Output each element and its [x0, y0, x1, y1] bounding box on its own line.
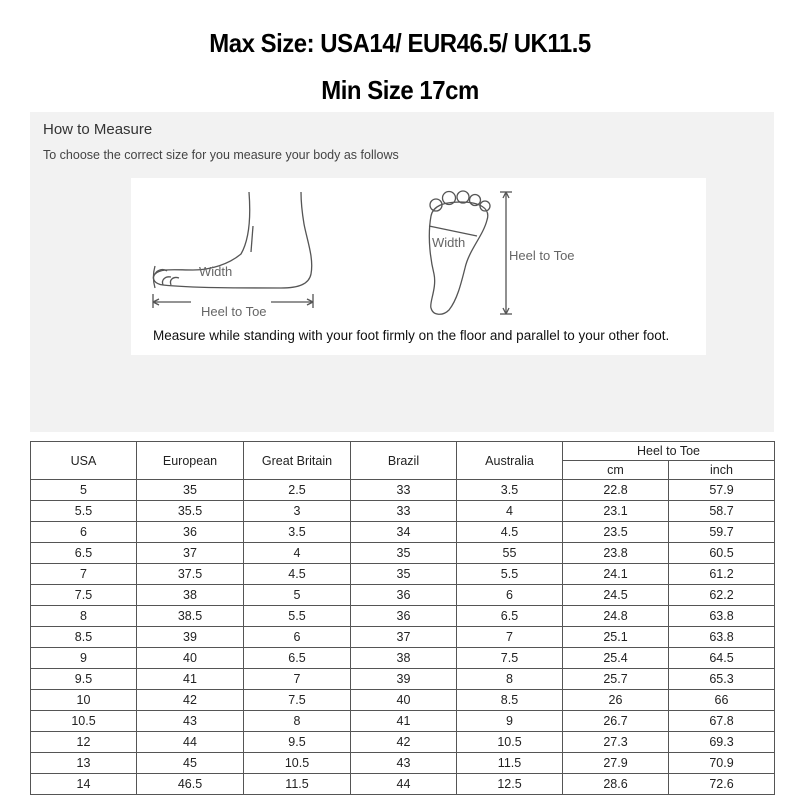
cell-great-britain: 7.5: [244, 690, 351, 711]
table-row: [31, 585, 775, 606]
cell-brazil: 36: [351, 606, 457, 627]
cell-usa: 5.5: [31, 501, 137, 522]
panel-title: How to Measure: [43, 121, 153, 138]
cell-australia: 6.5: [457, 606, 563, 627]
cell-australia: 7.5: [457, 648, 563, 669]
cell-inch: 60.5: [669, 543, 775, 564]
min-size-heading: Min Size 17cm: [321, 75, 479, 105]
cell-usa: 5: [31, 480, 137, 501]
header-usa: USA: [31, 442, 137, 480]
cell-australia: 8: [457, 669, 563, 690]
cell-australia: 55: [457, 543, 563, 564]
cell-european: 35: [137, 480, 244, 501]
table-row: [31, 480, 775, 501]
side-length-label: Heel to Toe: [201, 304, 267, 319]
cell-usa: 6: [31, 522, 137, 543]
header-brazil: Brazil: [351, 442, 457, 480]
cell-inch: 62.2: [669, 585, 775, 606]
cell-great-britain: 4.5: [244, 564, 351, 585]
cell-european: 36: [137, 522, 244, 543]
cell-cm: 23.1: [563, 501, 669, 522]
cell-usa: 8: [31, 606, 137, 627]
cell-european: 45: [137, 753, 244, 774]
cell-european: 44: [137, 732, 244, 753]
cell-european: 37.5: [137, 564, 244, 585]
cell-australia: 10.5: [457, 732, 563, 753]
cell-european: 40: [137, 648, 244, 669]
side-foot-outline: [153, 192, 311, 288]
cell-usa: 13: [31, 753, 137, 774]
cell-usa: 9.5: [31, 669, 137, 690]
cell-cm: 25.7: [563, 669, 669, 690]
cell-great-britain: 9.5: [244, 732, 351, 753]
cell-european: 38.5: [137, 606, 244, 627]
cell-european: 41: [137, 669, 244, 690]
measure-caption: Measure while standing with your foot firmly on the floor and parallel to your other foot.: [153, 328, 670, 343]
table-row: [31, 606, 775, 627]
cell-brazil: 43: [351, 753, 457, 774]
panel-subtitle: To choose the correct size for you measure your body as follows: [43, 148, 399, 162]
cell-cm: 24.8: [563, 606, 669, 627]
cell-cm: 25.1: [563, 627, 669, 648]
table-row: [31, 669, 775, 690]
cell-brazil: 40: [351, 690, 457, 711]
cell-great-britain: 5: [244, 585, 351, 606]
cell-brazil: 33: [351, 501, 457, 522]
cell-brazil: 42: [351, 732, 457, 753]
cell-great-britain: 11.5: [244, 774, 351, 795]
cell-brazil: 38: [351, 648, 457, 669]
cell-australia: 3.5: [457, 480, 563, 501]
cell-inch: 70.9: [669, 753, 775, 774]
cell-usa: 9: [31, 648, 137, 669]
cell-brazil: 37: [351, 627, 457, 648]
cell-australia: 4: [457, 501, 563, 522]
cell-inch: 67.8: [669, 711, 775, 732]
table-row: [31, 501, 775, 522]
cell-great-britain: 7: [244, 669, 351, 690]
size-chart-table: [30, 441, 775, 795]
sole-width-label: Width: [432, 235, 466, 250]
cell-inch: 64.5: [669, 648, 775, 669]
cell-australia: 4.5: [457, 522, 563, 543]
cell-cm: 27.3: [563, 732, 669, 753]
table-row: [31, 753, 775, 774]
cell-australia: 8.5: [457, 690, 563, 711]
cell-inch: 63.8: [669, 606, 775, 627]
cell-australia: 5.5: [457, 564, 563, 585]
cell-australia: 6: [457, 585, 563, 606]
cell-great-britain: 3.5: [244, 522, 351, 543]
header-great-britain: Great Britain: [244, 442, 351, 480]
max-size-heading: Max Size: USA14/ EUR46.5/ UK11.5: [209, 28, 591, 58]
cell-australia: 11.5: [457, 753, 563, 774]
cell-inch: 72.6: [669, 774, 775, 795]
cell-cm: 23.8: [563, 543, 669, 564]
measure-diagram: [131, 178, 706, 355]
cell-european: 43: [137, 711, 244, 732]
cell-great-britain: 6: [244, 627, 351, 648]
cell-great-britain: 4: [244, 543, 351, 564]
table-row: [31, 711, 775, 732]
cell-usa: 12: [31, 732, 137, 753]
cell-european: 42: [137, 690, 244, 711]
header-australia: Australia: [457, 442, 563, 480]
table-row: [31, 774, 775, 795]
cell-european: 46.5: [137, 774, 244, 795]
header-european: European: [137, 442, 244, 480]
cell-brazil: 34: [351, 522, 457, 543]
cell-cm: 24.1: [563, 564, 669, 585]
cell-great-britain: 3: [244, 501, 351, 522]
cell-brazil: 44: [351, 774, 457, 795]
how-to-measure-panel: [30, 112, 774, 432]
cell-australia: 9: [457, 711, 563, 732]
cell-usa: 7.5: [31, 585, 137, 606]
cell-usa: 10: [31, 690, 137, 711]
cell-inch: 63.8: [669, 627, 775, 648]
cell-inch: 57.9: [669, 480, 775, 501]
table-row: [31, 543, 775, 564]
header-inch: inch: [669, 461, 775, 480]
cell-inch: 69.3: [669, 732, 775, 753]
cell-cm: 23.5: [563, 522, 669, 543]
cell-inch: 61.2: [669, 564, 775, 585]
sole-outline: [429, 202, 487, 314]
side-width-label: Width: [199, 264, 233, 279]
table-row: [31, 627, 775, 648]
cell-brazil: 41: [351, 711, 457, 732]
cell-brazil: 33: [351, 480, 457, 501]
table-row: [31, 522, 775, 543]
cell-european: 35.5: [137, 501, 244, 522]
cell-usa: 14: [31, 774, 137, 795]
cell-inch: 59.7: [669, 522, 775, 543]
cell-cm: 24.5: [563, 585, 669, 606]
cell-great-britain: 5.5: [244, 606, 351, 627]
cell-australia: 12.5: [457, 774, 563, 795]
cell-cm: 26.7: [563, 711, 669, 732]
cell-european: 39: [137, 627, 244, 648]
cell-european: 37: [137, 543, 244, 564]
cell-great-britain: 10.5: [244, 753, 351, 774]
cell-cm: 26: [563, 690, 669, 711]
cell-cm: 27.9: [563, 753, 669, 774]
size-rows: [31, 480, 775, 795]
cell-cm: 28.6: [563, 774, 669, 795]
sole-length-label: Heel to Toe: [509, 248, 575, 263]
cell-cm: 25.4: [563, 648, 669, 669]
cell-great-britain: 2.5: [244, 480, 351, 501]
cell-usa: 6.5: [31, 543, 137, 564]
cell-brazil: 36: [351, 585, 457, 606]
cell-great-britain: 8: [244, 711, 351, 732]
header-cm: cm: [563, 461, 669, 480]
table-row: [31, 564, 775, 585]
header-heel-to-toe: Heel to Toe: [563, 442, 775, 461]
cell-brazil: 35: [351, 543, 457, 564]
cell-inch: 58.7: [669, 501, 775, 522]
cell-brazil: 39: [351, 669, 457, 690]
cell-inch: 65.3: [669, 669, 775, 690]
cell-australia: 7: [457, 627, 563, 648]
table-row: [31, 648, 775, 669]
cell-inch: 66: [669, 690, 775, 711]
table-row: [31, 690, 775, 711]
cell-usa: 7: [31, 564, 137, 585]
cell-usa: 8.5: [31, 627, 137, 648]
cell-usa: 10.5: [31, 711, 137, 732]
table-row: [31, 732, 775, 753]
cell-european: 38: [137, 585, 244, 606]
cell-great-britain: 6.5: [244, 648, 351, 669]
cell-cm: 22.8: [563, 480, 669, 501]
cell-brazil: 35: [351, 564, 457, 585]
